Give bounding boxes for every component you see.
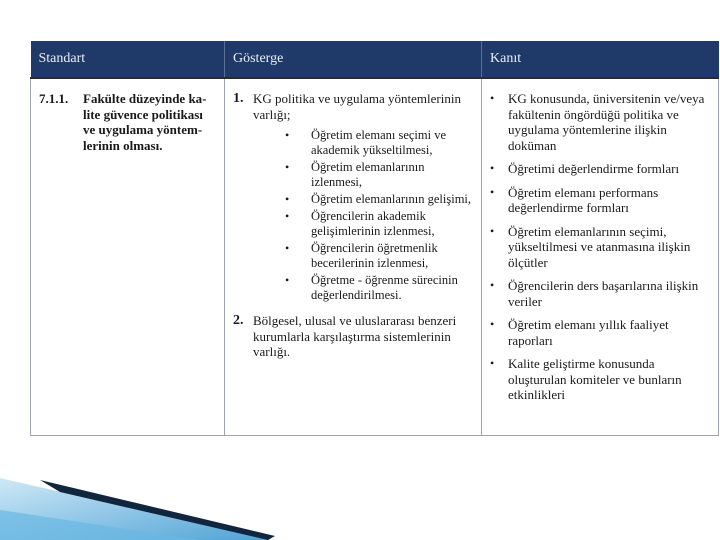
bullet-icon: •: [490, 317, 495, 331]
indicator-text: KG politika ve uygulama yöntemlerinin varlığı;: [253, 91, 461, 122]
indicator-number: 2.: [233, 313, 244, 328]
standards-table: [30, 41, 719, 436]
list-item: • Öğrencilerin öğretmenlik becerilerinin izlenmesi,: [285, 241, 438, 270]
bullet-icon: •: [285, 273, 290, 287]
bullet-icon: •: [285, 209, 290, 223]
list-item: • Öğrencilerin akademik gelişimlerinin izlenmesi,: [285, 209, 435, 238]
list-item: • Kalite geliştirme konusunda oluşturulan komiteler ve bunların etkinlikleri: [490, 356, 682, 402]
indicator-number: 1.: [233, 91, 244, 106]
evidence-list: [490, 91, 712, 403]
indicator-item: [233, 313, 475, 360]
bullet-icon: •: [490, 91, 495, 105]
bullet-icon: •: [490, 223, 495, 238]
table-header-row: [31, 41, 719, 78]
list-item: • Öğretim elemanı performans değerlendirme formları: [490, 184, 659, 215]
indicator-item: [233, 91, 475, 122]
bullet-icon: •: [285, 192, 290, 206]
standard-cell: [31, 78, 225, 436]
list-item: • Öğretim elemanlarının izlenmesi,: [285, 160, 425, 189]
standard-text: Fakülte düzeyinde ka-lite güvence politikası ve uygulama yöntem-lerinin olması.: [83, 91, 207, 153]
decorative-swoosh: [0, 450, 300, 540]
bullet-icon: •: [490, 278, 495, 292]
indicator-text: Bölgesel, ulusal ve uluslararası benzeri kurumlarla karşılaştırma sistemlerinin varlığı.: [253, 313, 457, 359]
evidence-cell: [482, 78, 719, 436]
header-standart: Standart: [31, 41, 225, 78]
table-row: [31, 78, 719, 436]
bullet-icon: •: [490, 161, 495, 175]
list-item: • Öğretim elemanı seçimi ve akademik yükseltilmesi,: [285, 128, 447, 157]
list-item: • Öğretme - öğrenme sürecinin değerlendirilmesi.: [285, 273, 458, 302]
bullet-icon: •: [285, 241, 290, 255]
header-kanit: Kanıt: [482, 41, 719, 78]
bullet-icon: •: [490, 184, 495, 199]
bullet-icon: •: [285, 128, 290, 142]
list-item: • Öğretimi değerlendirme formları: [490, 161, 680, 176]
indicator-sublist: [233, 128, 475, 303]
list-item: • KG konusunda, üniversitenin ve/veya fakültenin öngördüğü politika ve uygulama yöntemlerine ilişkin doküman: [490, 91, 705, 153]
list-item: • Öğrencilerin ders başarılarına ilişkin veriler: [490, 278, 699, 309]
header-gosterge: Gösterge: [225, 41, 482, 78]
bullet-icon: •: [490, 356, 495, 370]
list-item: • Öğretim elemanlarının gelişimi,: [285, 192, 472, 206]
standard-code: 7.1.1.: [39, 91, 69, 106]
bullet-icon: •: [285, 160, 290, 174]
indicator-cell: [225, 78, 482, 436]
list-item: • Öğretim elemanı yıllık faaliyet raporları: [490, 317, 669, 348]
list-item: • Öğretim elemanlarının seçimi, yükseltilmesi ve atanmasına ilişkin ölçütler: [490, 223, 691, 270]
